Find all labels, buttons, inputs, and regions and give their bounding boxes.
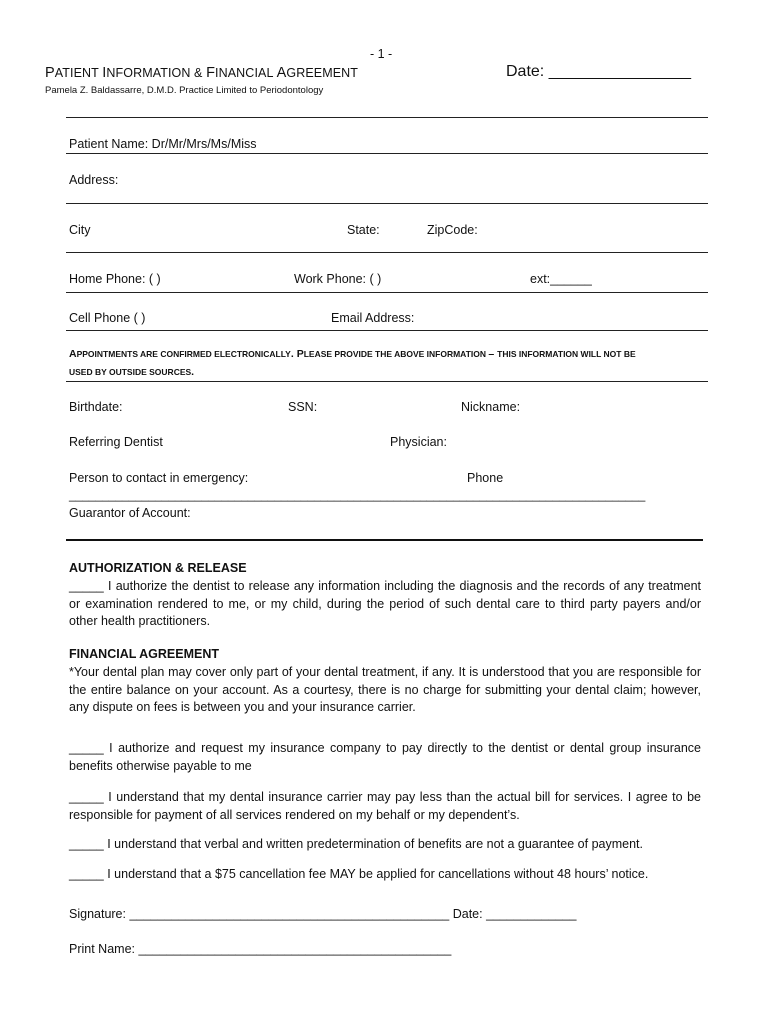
home-phone-field[interactable]: Home Phone: ( ) <box>69 272 161 286</box>
authorization-heading: AUTHORIZATION & RELEASE <box>69 561 247 575</box>
emergency-contact-field[interactable]: Person to contact in emergency: <box>69 471 249 485</box>
divider <box>66 381 708 382</box>
financial-text: *Your dental plan may cover only part of your dental treatment, if any. It is understood that you are responsible for the entire balance on your account. As a courtesy, there is no charge for submitting your dental claim; however, any dispute on fees is between you and your insurance carrier. <box>69 665 701 714</box>
print-name-field[interactable]: Print Name: _____________________________________________ <box>69 942 452 956</box>
work-phone-field[interactable]: Work Phone: ( ) <box>294 272 382 286</box>
email-field[interactable]: Email Address: <box>331 311 415 325</box>
divider <box>66 117 708 118</box>
page-number: - 1 - <box>370 47 393 61</box>
divider <box>66 330 708 331</box>
divider <box>66 252 708 253</box>
consent-item-predetermination: _____ I understand that verbal and written predetermination of benefits are not a guarantee of payment. <box>69 837 643 851</box>
consent-item-insurance-payment: _____ I authorize and request my insurance company to pay directly to the dentist or dental group insurance benefits otherwise payable to me <box>69 741 701 773</box>
referring-dentist-field[interactable]: Referring Dentist <box>69 435 163 449</box>
birthdate-field[interactable]: Birthdate: <box>69 400 123 414</box>
signature-field[interactable]: Signature: ______________________________________________ Date: _____________ <box>69 907 577 921</box>
guarantor-field[interactable]: Guarantor of Account: <box>69 506 191 520</box>
notice-text-line2: USED BY OUTSIDE SOURCES. <box>69 366 195 378</box>
cell-phone-field[interactable]: Cell Phone ( ) <box>69 311 146 325</box>
ssn-field[interactable]: SSN: <box>288 400 318 414</box>
address-field[interactable]: Address: <box>69 173 119 187</box>
patient-name-field[interactable]: Patient Name: Dr/Mr/Mrs/Ms/Miss <box>69 137 257 151</box>
section-divider <box>66 539 703 541</box>
page-subtitle: Pamela Z. Baldassarre, D.M.D. Practice Limited to Periodontology <box>45 85 324 96</box>
consent-item-cancellation-fee: _____ I understand that a $75 cancellation fee MAY be applied for cancellations without 48 hours’ notice. <box>69 867 649 881</box>
notice-text: APPOINTMENTS ARE CONFIRMED ELECTRONICALLY. PLEASE PROVIDE THE ABOVE INFORMATION – THIS INFORMATION WILL NOT BE <box>69 348 636 360</box>
emergency-phone-field[interactable]: Phone <box>467 471 504 485</box>
page-title: PATIENT INFORMATION & FINANCIAL AGREEMENT <box>45 65 359 81</box>
physician-field[interactable]: Physician: <box>390 435 447 449</box>
underscore-line: _______________________________________________________________________________________ <box>69 488 646 502</box>
divider <box>66 292 708 293</box>
financial-heading: FINANCIAL AGREEMENT <box>69 647 219 661</box>
zipcode-field[interactable]: ZipCode: <box>427 223 478 237</box>
state-field[interactable]: State: <box>347 223 380 237</box>
divider <box>66 203 708 204</box>
divider <box>66 153 708 154</box>
authorization-text: _____ I authorize the dentist to release any information including the diagnosis and the records of any treatment or examination rendered to me, or my child, during the period of such dental care to third party payers and/or other health practitioners. <box>69 579 701 628</box>
date-field[interactable]: Date: ________________ <box>506 63 692 80</box>
city-field[interactable]: City <box>69 223 91 237</box>
nickname-field[interactable]: Nickname: <box>461 400 521 414</box>
ext-field[interactable]: ext:______ <box>530 272 592 286</box>
consent-item-responsibility: _____ I understand that my dental insurance carrier may pay less than the actual bill for services. I agree to be responsible for payment of all services rendered on my behalf or my dependent’s. <box>69 790 701 822</box>
